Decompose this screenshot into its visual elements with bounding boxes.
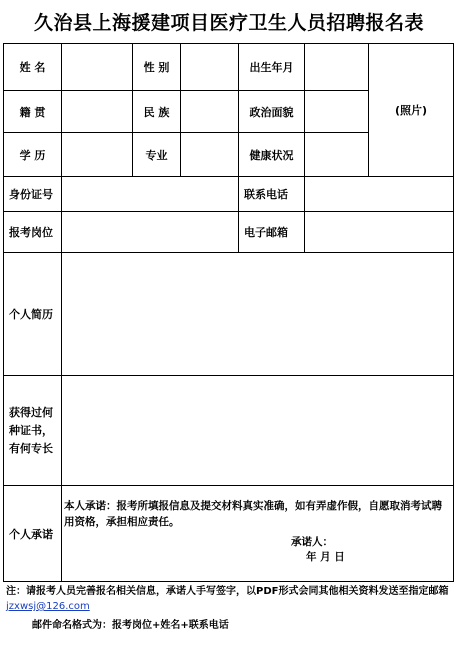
input-health[interactable] <box>305 133 368 176</box>
footnote <box>6 584 454 614</box>
label-health: 健康状况 <box>249 148 294 162</box>
input-education[interactable] <box>62 133 132 176</box>
label-native-place: 籍 贯 <box>19 105 46 119</box>
label-political-status: 政治面貌 <box>249 105 294 119</box>
row-divider <box>3 485 454 486</box>
label-position: 报考岗位 <box>9 226 53 239</box>
input-native-place[interactable] <box>62 91 132 132</box>
label-id-number: 身份证号 <box>9 188 53 201</box>
input-phone[interactable] <box>305 177 453 211</box>
label-phone: 联系电话 <box>244 188 288 201</box>
label-certificates: 获得过何种证书，有何专长 <box>9 405 53 455</box>
label-birth: 出生年月 <box>249 61 294 74</box>
label-ethnicity: 民 族 <box>143 105 170 119</box>
label-email: 电子邮箱 <box>244 226 288 239</box>
email-link[interactable]: jzxwsj@126.com <box>6 601 90 612</box>
label-resume: 个人简历 <box>9 308 53 321</box>
label-name: 姓 名 <box>19 61 46 74</box>
input-gender[interactable] <box>181 44 238 90</box>
input-ethnicity[interactable] <box>181 91 238 132</box>
input-id-number[interactable] <box>62 177 238 211</box>
label-education: 学 历 <box>19 148 46 162</box>
input-email[interactable] <box>305 212 453 252</box>
input-birth[interactable] <box>305 44 368 90</box>
pledge-date: 年 月 日 <box>306 551 345 563</box>
photo-box: (照片) <box>394 104 428 117</box>
input-certificates[interactable] <box>62 376 453 485</box>
footnote-text: 注：请报考人员完善报名相关信息，承诺人手写签字，以PDF形式会同其他相关资料发送至指定邮箱 <box>6 586 449 597</box>
label-certificates-wrap <box>4 376 61 485</box>
form-title: 久治县上海援建项目医疗卫生人员招聘报名表 <box>33 12 424 34</box>
input-political-status[interactable] <box>305 91 368 132</box>
input-position[interactable] <box>62 212 238 252</box>
input-major[interactable] <box>181 133 238 176</box>
label-gender: 性 别 <box>143 61 170 74</box>
pledge-signer: 承诺人： <box>291 536 333 548</box>
label-major: 专业 <box>145 148 168 162</box>
email-naming-note: 邮件命名格式为：报考岗位+姓名+联系电话 <box>32 620 229 631</box>
pledge-text: 本人承诺：报考所填报信息及提交材料真实准确，如有弄虚作假，自愿取消考试聘用资格，承担相应责任。 <box>64 500 442 528</box>
input-name[interactable] <box>62 44 132 90</box>
input-resume[interactable] <box>62 253 453 375</box>
label-pledge: 个人承诺 <box>9 527 53 541</box>
